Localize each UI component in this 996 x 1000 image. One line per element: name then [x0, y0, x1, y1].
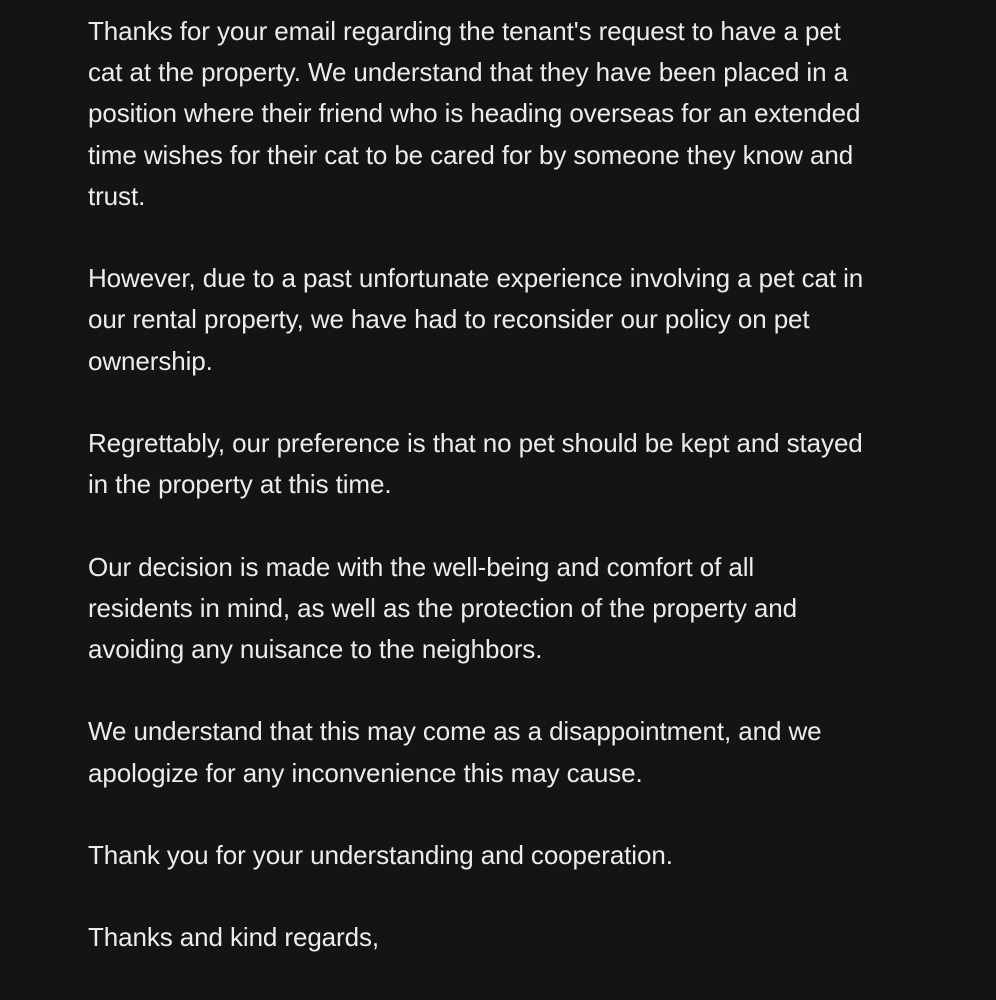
sign-off: Thanks and kind regards,	[88, 922, 379, 953]
paragraph-apology: We understand that this may come as a disappointment, and we apologize for any inconvenience this may cause.	[88, 716, 822, 788]
paragraph-thanks: Thank you for your understanding and cooperation.	[88, 839, 673, 870]
paragraph-preference: Regrettably, our preference is that no pet should be kept and stayed in the property at this time.	[88, 428, 863, 500]
paragraph-past-experience: However, due to a past unfortunate experience involving a pet cat in our rental property, we have had to reconsider our policy on pet ownership.	[88, 263, 864, 376]
paragraph-decision-reason: Our decision is made with the well-being and comfort of all residents in mind, as well as the protection of the property and avoiding any nuisance to the neighbors.	[88, 551, 797, 664]
paragraph-intro: Thanks for your email regarding the tenant's request to have a pet cat at the property. We understand that they have been placed in a position where their friend who is heading overseas for an extended time wishes for their cat to be cared for by someone they know and trust.	[88, 16, 861, 211]
email-body	[88, 11, 918, 1000]
